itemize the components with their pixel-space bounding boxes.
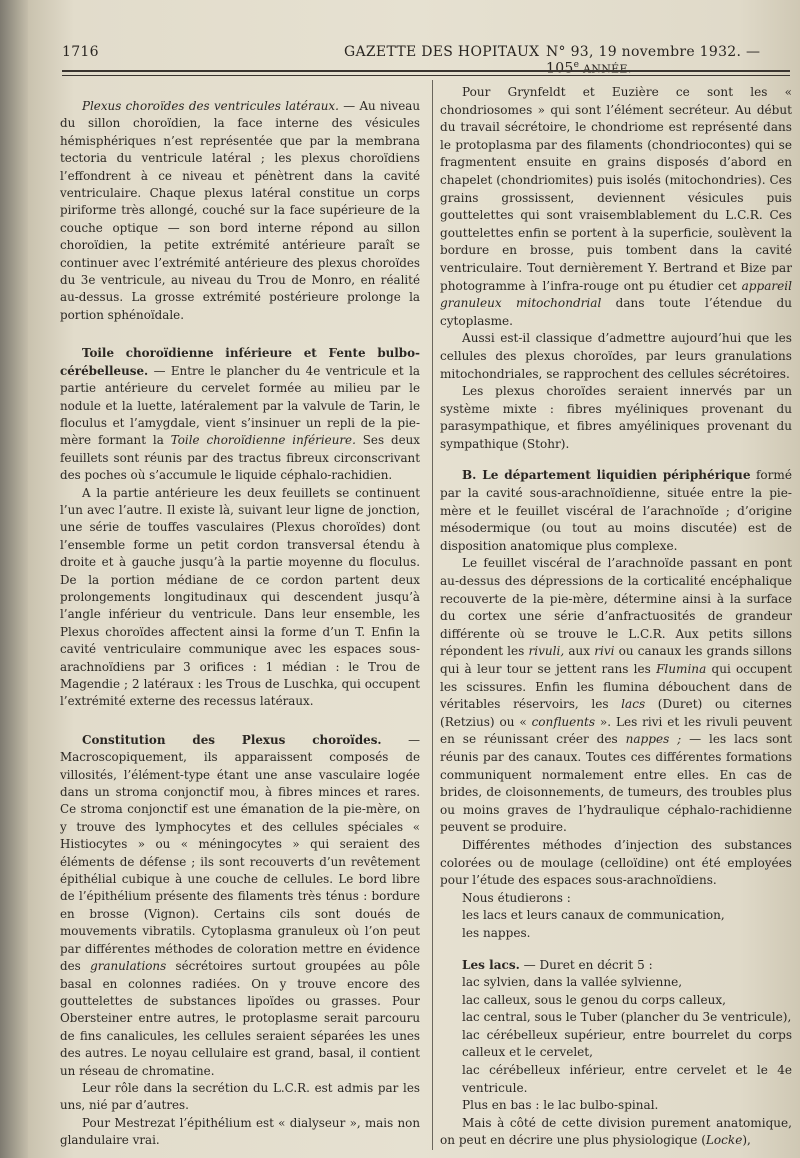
paragraph-constitution: Constitution des Plexus choroïdes. — Macroscopiquement, ils apparaissent composés de villosités, l’élément-type étant une anse vasculaire logée dans un stroma conjonctif mou, à fibres minces et rares. Ce stroma conjonctif est une émanation de la pie-mère, on y trouve des lymphocytes et des cellules spéciales « Histiocytes » ou « méningocytes » qui seraient des éléments de défense ; ils sont recouverts d’un revêtement épithélial cubique à une couche de cellules. Le bord libre de l’épithélium présente des filaments très ténus : bordure en brosse (Vignon). Certains cils sont doués de mouvements vibratils. Cytoplasma granuleux où l’on peut par différentes méthodes de coloration mettre en évidence des granulations sécrétoires surtout groupées au pôle basal en colonnes radiées. On y trouve encore des gouttelettes de substances lipoïdes ou grasses. Pour Obersteiner entre autres, le protoplasme serait parcouru de fins canalicules, les cellules seraient séparées les unes des autres. Le noyau cellulaire est grand, basal, il contient un réseau de chromatine. bbox=[60, 732, 421, 1078]
paragraph-classique: Aussi est-il classique d’admettre aujourd’hui que les cellules des plexus choroïdes, par leurs granulations mitochondriales, se rapprochent des cellules sécrétoires. bbox=[440, 331, 792, 381]
paragraph-mestrezat: Pour Mestrezat l’épithélium est « dialyseur », mais non glandulaire vrai. bbox=[60, 1115, 420, 1148]
column-divider bbox=[432, 80, 433, 1150]
paragraph-innervation: Les plexus choroïdes seraient innervés par un système mixte : fibres myéliniques provenant du parasympathique, et fibres amyéliniques provenant du sympathique (Stohr). bbox=[440, 384, 792, 451]
paragraph-departement-liquidien: B. Le département liquidien périphérique formé par la cavité sous-arachnoïdienne, située entre la pie-mère et le feuillet viscéral de l’arachnoïde ; d’origine mésodermique (ou tout au moins discutée) est de disposition anatomique plus complexe. bbox=[440, 468, 792, 553]
issue-info: N° 93, 19 novembre 1932. — 105e ANNÉE. bbox=[546, 44, 761, 77]
paragraph-feuillet-visceral: Le feuillet viscéral de l’arachnoïde passant en pont au-dessus des dépressions de la corticalité encéphalique recouverte de la pie-mère, détermine ainsi à la surface du cortex une série d’anfractuosités de grandeur différente où se trouve le L.C.R. Aux petits sillons répondent les rivuli, aux rivi ou canaux les grands sillons qui à leur tour se jettent rans les Flumina qui occupent les scissures. Enfin les flumina débouchent dans de véritables réservoirs, les lacs (Duret) ou citernes (Retzius) ou « confluents ». Les rivi et les rivuli peuvent en se réunissant créer des nappes ; — les lacs sont réunis par des canaux. Toutes ces différentes formations communiquent normalement entre elles. En cas de brides, de cloisonnements, de tumeurs, des troubles plus ou moins graves de l’hydraulique céphalo-rachidienne peuvent se produire. bbox=[440, 556, 792, 835]
paragraph-grynfeldt: Pour Grynfeldt et Euzière ce sont les « chondriosomes » qui sont l’élément secréteur. Au début du travail sécrétoire, le chondriome est représenté dans le protoplasma par des filaments (chondriocontes) qui se fragmentent ensuite en grains disposés d’abord en chapelet (chondriomites) puis isolés (mitochondries). Ces grains grossissent, deviennent vésicules puis gouttelettes qui sont vraisemblablement du L.C.R. Ces gouttelettes enfin se portent à la superficie, soulèvent la bordure en brosse, puis tombent dans la cavité ventriculaire. Tout dernièrement Y. Bertrand et Bize par photogramme à l’infra-rouge ont pu étudier cet appareil granuleux mitochondrial dans toute l’étendue du cytoplasme. bbox=[440, 85, 792, 328]
paragraph-division-physiologique: Mais à côté de cette division purement anatomique, on peut en décrire une plus physiologique (Locke), bbox=[440, 1115, 792, 1148]
journal-title: GAZETTE DES HOPITAUX bbox=[344, 44, 540, 60]
list-item: lac cérébelleux inférieur, entre cervelet et le 4e ventricule. bbox=[462, 1063, 792, 1095]
paragraph-methodes: Différentes méthodes d’injection des substances colorées ou de moulage (celloïdine) ont été employées pour l’étude des espaces sous-arachnoïdiens. bbox=[440, 837, 792, 888]
list-item: les nappes. bbox=[462, 925, 531, 940]
paragraph-role: Leur rôle dans la secrétion du L.C.R. est admis par les uns, nié par d’autres. bbox=[60, 1080, 420, 1113]
paragraph-plexus-lateraux: Plexus choroïdes des ventricules latéraux. — Au niveau du sillon choroïdien, la face interne des vésicules hémisphériques n’est représentée que par la membrana tectoria du ventricule latéral ; les plexus choroïdiens l’effondrent à ce niveau et pénètrent dans la cavité ventriculaire. Chaque plexus latéral constitue un corps piriforme très allongé, couché sur la face supérieure de la couche optique — son bord interne répond au sillon choroïdien, la petite extrémité antérieure paraît se continuer avec l’extrémité antérieure des plexus choroïdes du 3e ventricule, au niveau du Trou de Monro, en réalité au-dessus. La grosse extrémité postérieure prolonge la portion sphénoïdale. bbox=[60, 99, 420, 322]
section-heading: Plexus choroïdes des ventricules latéraux. bbox=[82, 99, 339, 113]
section-heading: Les lacs. bbox=[462, 957, 520, 972]
right-column bbox=[440, 84, 792, 1150]
section-heading: B. Le département liquidien périphérique bbox=[462, 468, 751, 483]
header-rule-thin bbox=[62, 75, 790, 76]
paragraph-les-lacs: Les lacs. — Duret en décrit 5 : bbox=[462, 957, 653, 972]
section-heading: Toile choroïdienne inférieure et Fente bulbo-cérébelleuse. bbox=[60, 346, 420, 378]
page-number: 1716 bbox=[62, 44, 99, 60]
list-item: lac sylvien, dans la vallée sylvienne, bbox=[462, 975, 683, 990]
left-column bbox=[60, 84, 420, 1150]
page-binding-edge bbox=[0, 0, 28, 1158]
page-header bbox=[62, 44, 786, 77]
list-item: lac calleux, sous le genou du corps calleux, bbox=[462, 992, 726, 1007]
list-item: lac cérébelleux supérieur, entre bourrelet du corps calleux et le cervelet, bbox=[462, 1027, 792, 1060]
paragraph-toile-choroidienne: Toile choroïdienne inférieure et Fente bulbo-cérébelleuse. — Entre le plancher du 4e ventricule et la partie antérieure du cervelet formée au milieu par le nodule et la luette, latéralement par la valvule de Tarin, le floculus et l’amygdale, vient s’insinuer un repli de la pie-mère formant la Toile choroïdienne inférieure. Ses deux feuillets sont réunis par des tractus fibreux circonscrivant des poches où s’accumule le liquide céphalo-rachidien. bbox=[60, 346, 420, 483]
list-item: les lacs et leurs canaux de communication, bbox=[462, 908, 725, 923]
header-rule bbox=[62, 70, 790, 72]
paragraph-partie-anterieure: A la partie antérieure les deux feuillets se continuent l’un avec l’autre. Il existe là, suivant leur ligne de jonction, une série de touffes vasculaires (Plexus choroïdes) dont l’ensemble forme un petit cordon transversal étendu à droite et à gauche jusqu’à la partie moyenne du floculus. De la portion médiane de ce cordon partent deux prolongements longitudinaux qui descendent jusqu’à l’angle inférieur du ventricule. Dans leur ensemble, les Plexus choroïdes affectent ainsi la forme d’un T. Enfin la cavité ventriculaire communique avec les espaces sous-arachnoïdiens par 3 orifices : 1 médian : le Trou de Magendie ; 2 latéraux : les Trous de Luschka, qui occupent l’extrémité externe des recessus latéraux. bbox=[60, 485, 420, 709]
list-item: lac central, sous le Tuber (plancher du 3e ventricule), bbox=[462, 1010, 792, 1025]
section-heading: Constitution des Plexus choroïdes. bbox=[82, 732, 382, 747]
paragraph-nous-etudierons: Nous étudierons : bbox=[462, 890, 571, 905]
paragraph-plus-en-bas: Plus en bas : le lac bulbo-spinal. bbox=[462, 1098, 659, 1113]
